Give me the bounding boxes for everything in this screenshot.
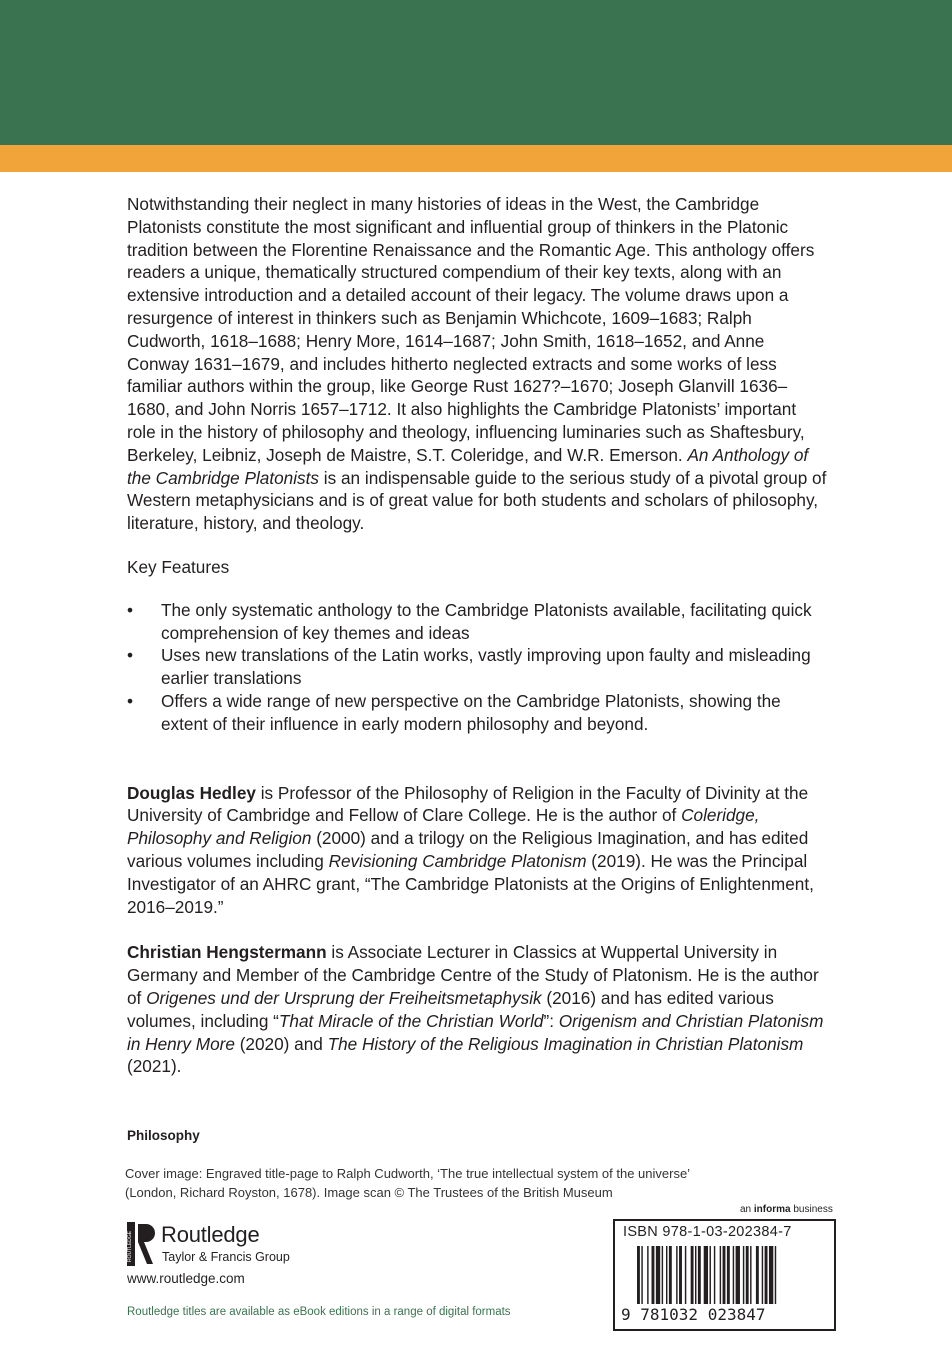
barcode-bar: [762, 1246, 763, 1304]
author-name: Christian Hengstermann: [127, 942, 327, 963]
barcode-bar: [637, 1246, 640, 1304]
header-orange-band: [0, 145, 952, 172]
barcode-bar: [666, 1246, 667, 1304]
barcode-digits: 9 781032 023847: [621, 1305, 766, 1324]
ebook-note: Routledge titles are available as eBook editions in a range of digital formats: [127, 1306, 511, 1318]
logo-mark-text: ROUTLEDGE: [127, 1230, 133, 1262]
barcode-bar: [746, 1246, 749, 1304]
barcode-bar: [736, 1246, 740, 1304]
barcode-bar: [669, 1246, 672, 1304]
barcode-bar: [691, 1246, 694, 1304]
barcode-bar: [662, 1246, 663, 1304]
barcode-bar: [676, 1246, 677, 1304]
key-features-list: [127, 599, 827, 736]
barcode-bar: [769, 1246, 773, 1304]
barcode-icon: [637, 1246, 825, 1304]
barcode-bar: [765, 1246, 768, 1304]
barcode-bar: [679, 1246, 682, 1304]
list-item: • Uses new translations of the Latin works, vastly improving upon faulty and misleading earlier translations: [127, 645, 811, 689]
barcode-bar: [652, 1246, 655, 1304]
barcode-bar: [723, 1246, 726, 1304]
bullet-icon: •: [127, 599, 134, 620]
barcode-bar: [647, 1246, 648, 1304]
publisher-name: Routledge: [161, 1222, 260, 1247]
barcode-bar: [775, 1246, 776, 1304]
barcode-bar: [656, 1246, 660, 1304]
isbn-label: ISBN 978-1-03-202384-7: [623, 1224, 792, 1240]
publisher-website: www.routledge.com: [127, 1271, 245, 1286]
barcode-bar: [641, 1246, 642, 1304]
barcode-bar: [727, 1246, 730, 1304]
author-name: Douglas Hedley: [127, 782, 256, 803]
routledge-logo-icon: [127, 1222, 155, 1266]
barcode-bar: [685, 1246, 686, 1304]
list-item: • The only systematic anthology to the Cambridge Platonists available, facilitating quick comprehension of key themes and ideas: [127, 599, 812, 643]
header-green-band: [0, 0, 952, 145]
barcode-bar: [750, 1246, 751, 1304]
key-features-heading: Key Features: [127, 556, 230, 577]
barcode-bar: [698, 1246, 701, 1304]
author-bio-hengstermann: Christian Hengstermann is Associate Lecturer in Classics at Wuppertal University in Germany and Member of the Cambridge Centre of the Study of Platonism. He is the author of Origenes und der Ursprung der Freiheitsmetaphysik (2016) and has edited various volumes, including “That Miracle of the Christian World”: Origenism and Christian Platonism in Henry More (2020) and The History of the Religious Imagination in Christian Platonism (2021).: [127, 942, 824, 1077]
barcode-bar: [704, 1246, 708, 1304]
bullet-icon: •: [127, 690, 134, 711]
barcode-bar: [756, 1246, 759, 1304]
publisher-group: Taylor & Francis Group: [162, 1250, 290, 1264]
bullet-icon: •: [127, 645, 134, 666]
list-item: • Offers a wide range of new perspective on the Cambridge Platonists, showing the extent of their influence in early modern philosophy and beyond.: [127, 690, 781, 734]
barcode-bar: [710, 1246, 711, 1304]
informa-business-label: an informa business: [740, 1204, 833, 1215]
book-title: An Anthology of the Cambridge Platonists: [127, 444, 809, 488]
back-cover-text: [127, 193, 827, 1078]
subject-category: Philosophy: [127, 1128, 200, 1143]
description-paragraph: Notwithstanding their neglect in many histories of ideas in the West, the Cambridge Platonists constitute the most significant and influential group of thinkers in the Platonic tradition between the Florentine Renaissance and the Romantic Age. This anthology offers readers a unique, thematically structured compendium of their key texts, along with an extensive introduction and a detailed account of their legacy. The volume draws upon a resurgence of interest in thinkers such as Benjamin Whichcote, 1609–1683; Ralph Cudworth, 1618–1688; Henry More, 1614–1687; John Smith, 1618–1652, and Anne Conway 1631–1679, and includes hitherto neglected extracts and some works of less familiar authors within the group, like George Rust 1627?–1670; Joseph Glanvill 1636–1680, and John Norris 1657–1712. It also highlights the Cambridge Platonists’ important role in the history of philosophy and theology, influencing luminaries such as Shaftesbury, Berkeley, Leibniz, Joseph de Maistre, S.T. Coleridge, and W.R. Emerson. An Anthology of the Cambridge Platonists is an indispensable guide to the serious study of a pivotal group of Western metaphysicians and is of great value for both students and scholars of philosophy, literature, history, and theology.: [127, 194, 827, 534]
barcode-bar: [733, 1246, 734, 1304]
barcode-bar: [720, 1246, 721, 1304]
author-bio-hedley: Douglas Hedley is Professor of the Philosophy of Religion in the Faculty of Divinity at the University of Cambridge and Fellow of Clare College. He is the author of Coleridge, Philosophy and Religion (2000) and a trilogy on the Religious Imagination, and has edited various volumes including Revisioning Cambridge Platonism (2019). He was the Principal Investigator of an AHRC grant, “The Cambridge Platonists at the Origins of Enlightenment, 2016–2019.”: [127, 782, 814, 917]
barcode-bar: [743, 1246, 744, 1304]
barcode-bar: [695, 1246, 696, 1304]
cover-image-credit: Cover image: Engraved title-page to Ralph Cudworth, ‘The true intellectual system of the universe’ (London, Richard Royston, 1678). Image scan © The Trustees of the British Museum: [125, 1166, 690, 1200]
isbn-barcode-box: [613, 1219, 836, 1331]
barcode-bar: [714, 1246, 715, 1304]
